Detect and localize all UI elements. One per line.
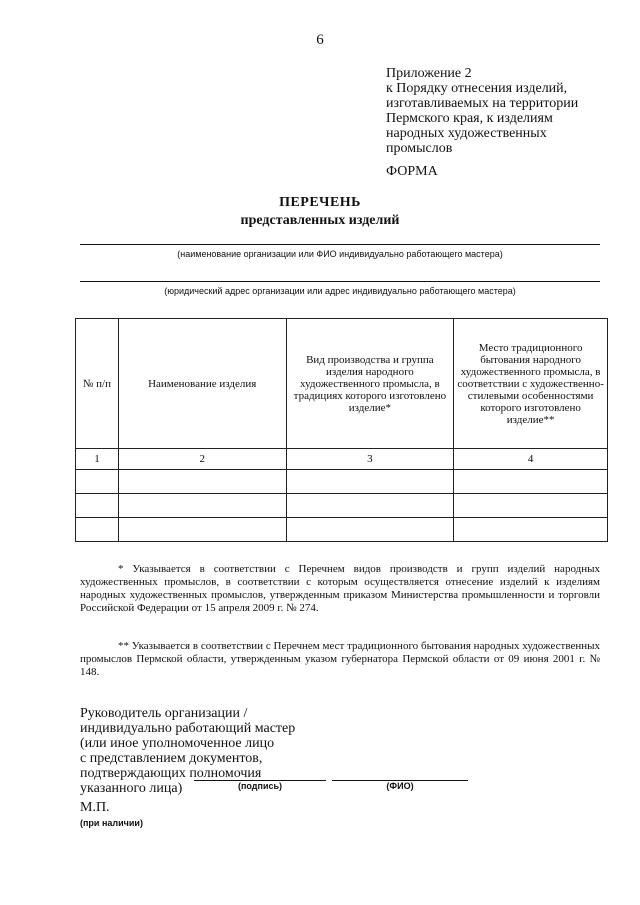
- table-cell: [76, 470, 119, 494]
- stamp-label: М.П.: [80, 800, 110, 815]
- address-caption: (юридический адрес организации или адрес индивидуально работающего мастера): [164, 286, 516, 296]
- header-production-type: Вид производства и группа изделия народного художественного промысла, в традициях которого изготовлено изделие*: [286, 319, 454, 449]
- footnote-2: ** Указывается в соответствии с Перечнем мест традиционного бытования народных художественных промыслов Пермской области, утвержденным указом губернатора Пермской области от 09 июня 2001 г. № 148.: [80, 640, 600, 678]
- signature-caption: (подпись): [237, 781, 283, 791]
- signature-line: подтверждающих полномочия: [80, 766, 262, 781]
- table-row: [76, 449, 608, 470]
- page-number: 6: [316, 32, 324, 48]
- stamp-note: (при наличии): [80, 818, 143, 828]
- document-title: ПЕРЕЧЕНЬ: [279, 195, 361, 210]
- appendix-line: изготавливаемых на территории: [386, 96, 579, 111]
- col-number: 3: [286, 449, 454, 470]
- signature-line: с представлением документов,: [80, 751, 263, 766]
- signature-line: индивидуально работающий мастер: [80, 721, 296, 736]
- appendix-line: Приложение 2: [386, 66, 472, 81]
- header-number: № п/п: [76, 319, 119, 449]
- appendix-line: Пермского края, к изделиям: [386, 111, 553, 126]
- signature-line: (или иное уполномоченное лицо: [80, 736, 275, 751]
- table-cell: [286, 518, 454, 542]
- items-table: [75, 318, 608, 542]
- header-location: Место традиционного бытования народного художественного промысла, в соответствии с художественно-стилевыми особенностями которого изготовлено изделие**: [454, 319, 608, 449]
- address-line: [80, 281, 600, 282]
- table-cell: [454, 518, 608, 542]
- signature-line: Руководитель организации /: [80, 706, 248, 721]
- appendix-line: к Порядку отнесения изделий,: [386, 81, 568, 96]
- appendix-line: народных художественных: [386, 126, 547, 141]
- table-header-row: [76, 319, 608, 449]
- table-cell: [76, 518, 119, 542]
- org-name-caption: (наименование организации или ФИО индивидуально работающего мастера): [177, 249, 503, 259]
- form-label: ФОРМА: [386, 164, 438, 179]
- table-cell: [118, 518, 286, 542]
- table-row: [76, 518, 608, 542]
- table-cell: [76, 494, 119, 518]
- col-number: 1: [76, 449, 119, 470]
- table-cell: [286, 470, 454, 494]
- table-row: [76, 470, 608, 494]
- table-cell: [286, 494, 454, 518]
- appendix-line: промыслов: [386, 141, 453, 156]
- org-name-line: [80, 244, 600, 245]
- table-cell: [454, 470, 608, 494]
- signature-line: указанного лица): [80, 781, 183, 796]
- table-row: [76, 494, 608, 518]
- fio-caption: (ФИО): [386, 781, 414, 791]
- table-cell: [454, 494, 608, 518]
- col-number: 4: [454, 449, 608, 470]
- table-cell: [118, 494, 286, 518]
- table-cell: [118, 470, 286, 494]
- col-number: 2: [118, 449, 286, 470]
- appendix-block: [386, 66, 626, 156]
- footnote-1: * Указывается в соответствии с Перечнем видов производств и групп изделий народных художественных промыслов, в соответствии с которым осуществляется отнесение изделий к изделиям народных художественных промыслов, утвержденным приказом Министерства промышленности и торговли Российской Федерации от 15 апреля 2009 г. № 274.: [80, 563, 600, 614]
- header-item-name: Наименование изделия: [118, 319, 286, 449]
- document-subtitle: представленных изделий: [240, 213, 400, 228]
